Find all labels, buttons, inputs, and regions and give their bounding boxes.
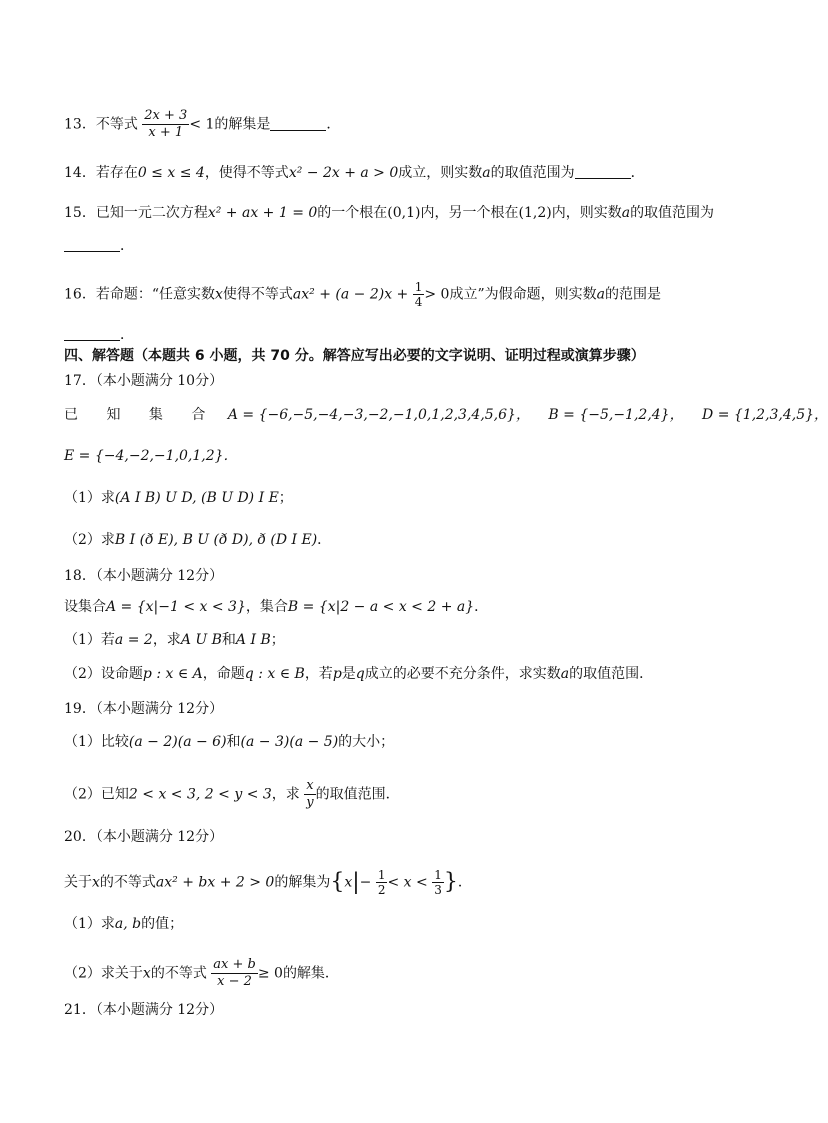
question-16 [64, 280, 661, 309]
math-variable: x [142, 965, 151, 982]
question-13 [64, 108, 340, 141]
set-b: B = {−5,−1,2,4}， [548, 407, 684, 423]
question-21-header: 21．（本小题满分 12分） [64, 1002, 224, 1018]
math-expression: a, b [114, 916, 142, 932]
question-18-part-1 [64, 630, 285, 650]
part-label: （1）若 [64, 632, 115, 648]
answer-blank[interactable] [270, 116, 326, 131]
math-expression: a = 2 [114, 632, 153, 648]
math-expression: (A I B) U D, (B U D) I E [114, 490, 279, 506]
punctuation: ． [120, 238, 134, 254]
math-variable: x [92, 874, 100, 891]
question-text: 成立，则实数 [398, 165, 483, 181]
punctuation: ． [317, 532, 332, 548]
fraction-numerator: 1 [377, 868, 386, 882]
part-label: （2）求 [64, 532, 115, 548]
fraction-denominator: y [306, 795, 314, 810]
question-20-part-1 [64, 914, 183, 934]
question-text: 若命题：“任意实数 [95, 286, 215, 303]
left-brace: { [330, 869, 345, 895]
question-number: 13． [64, 116, 96, 133]
question-text: ，集合 [245, 599, 288, 615]
math-variable: a [560, 666, 570, 682]
part-label: （2）设命题 [64, 666, 143, 682]
question-text: 内，则实数 [551, 205, 622, 221]
part-label: （1）比较 [64, 734, 129, 750]
question-text: ，命题 [202, 666, 245, 682]
math-variable: x [215, 286, 223, 303]
set-d: D = {1,2,3,4,5}， [702, 407, 828, 423]
math-variable: a [621, 205, 631, 221]
math-variable: q [355, 666, 365, 682]
math-expression: (0,1) [387, 205, 421, 221]
question-text: 成立”为假命题，则实数 [449, 286, 597, 303]
question-text: 的解集是 [214, 116, 271, 133]
part-label: （2）求关于 [64, 965, 143, 982]
math-expression: (a − 3)(a − 5) [240, 734, 339, 750]
question-text: 的不等式 [99, 874, 156, 891]
math-expression: 2 < x < 3, 2 < y < 3 [128, 786, 272, 803]
question-text: 的不等式 [150, 965, 207, 982]
fraction [304, 778, 315, 811]
question-text: 是 [341, 666, 356, 682]
punctuation: ． [326, 116, 341, 133]
fraction-numerator: 1 [434, 868, 442, 882]
question-18-part-2 [64, 664, 653, 684]
question-19-header: 19．（本小题满分 12分） [64, 701, 224, 717]
math-expression: x² + ax + 1 = 0 [207, 205, 318, 221]
fraction-denominator: x + 1 [148, 125, 184, 140]
fraction-numerator: x [304, 778, 315, 795]
part-label: （2）已知 [64, 786, 129, 803]
question-text: ，使得不等式 [204, 165, 289, 181]
math-expression: x² − 2x + a > 0 [288, 165, 399, 181]
question-text: 和 [221, 632, 236, 648]
question-17-part-2 [64, 530, 331, 550]
question-number: 14． [64, 165, 96, 181]
fraction-denominator: 4 [414, 295, 423, 309]
question-text: ，若 [304, 666, 333, 682]
question-text: 已 知 集 合 [64, 407, 218, 423]
math-variable: a [596, 286, 605, 303]
fraction [211, 957, 258, 990]
set-e: E = {−4,−2,−1,0,1,2}． [64, 448, 238, 464]
answer-blank[interactable] [64, 326, 120, 341]
punctuation: ； [278, 490, 293, 506]
math-expression: (1,2) [518, 205, 552, 221]
math-variable: p [332, 666, 342, 682]
punctuation: ． [457, 874, 472, 891]
question-text: 的取值范围为 [490, 165, 575, 181]
question-text: 设集合 [64, 599, 106, 615]
question-text: 若存在 [95, 165, 138, 181]
question-15 [64, 203, 714, 223]
math-expression: ≥ 0 [257, 965, 283, 982]
question-number: 16． [64, 286, 96, 303]
math-expression: B I (ð E), B U (ð D), ð (D I E) [114, 532, 318, 548]
math-expression: p : x ∈ A [142, 666, 203, 682]
punctuation: ； [270, 632, 285, 648]
fraction [376, 868, 388, 897]
question-text: 成立的必要不充分条件，求实数 [364, 666, 561, 682]
math-variable: x [344, 874, 353, 891]
fraction-numerator: 1 [414, 280, 423, 294]
question-text: 的解集． [282, 965, 339, 982]
question-text: 和 [226, 734, 241, 750]
fraction [413, 280, 425, 309]
question-17-part-1 [64, 488, 293, 508]
question-text: 的大小； [338, 734, 395, 750]
answer-blank[interactable] [64, 237, 120, 252]
question-text: 关于 [64, 874, 92, 891]
set-a: A = {x|−1 < x < 3} [106, 599, 246, 615]
question-19-part-2 [64, 778, 400, 811]
set-a: A = {−6,−5,−4,−3,−2,−1,0,1,2,3,4,5,6}， [227, 407, 530, 423]
question-number: 15． [64, 205, 96, 221]
fraction-denominator: 3 [434, 883, 442, 897]
punctuation: ． [120, 327, 134, 343]
question-15-answer-line [64, 236, 134, 256]
question-14 [64, 163, 645, 183]
fraction-denominator: 2 [377, 883, 386, 897]
question-18-statement [64, 597, 488, 617]
question-text: 已知一元二次方程 [95, 205, 208, 221]
question-text: 不等式 [95, 116, 138, 133]
math-expression: ax² + bx + 2 > 0 [155, 874, 275, 891]
fraction-denominator: x − 2 [217, 974, 252, 989]
question-text: ，求 [271, 786, 300, 803]
question-17-set-e [64, 446, 238, 466]
fraction-numerator: 2x + 3 [144, 108, 188, 123]
math-expression: A U B [180, 632, 222, 648]
question-18-header: 18．（本小题满分 12分） [64, 568, 224, 584]
question-19-part-1 [64, 732, 394, 752]
math-expression: 0 ≤ x ≤ 4 [137, 165, 205, 181]
math-expression: < x < [387, 874, 428, 891]
question-20-header: 20．（本小题满分 12分） [64, 829, 224, 845]
question-text: 的值； [141, 916, 184, 932]
question-text: 的范围是 [605, 286, 661, 303]
question-20-part-2 [64, 957, 339, 990]
punctuation: ． [630, 165, 645, 181]
question-text: 的取值范围． [569, 666, 654, 682]
section-heading: 四、解答题（本题共 6 小题，共 70 分。解答应写出必要的文字说明、证明过程或演算步骤） [64, 348, 645, 364]
question-text: 的解集为 [274, 874, 331, 891]
question-17-sets [64, 405, 828, 425]
math-expression: > 0 [424, 286, 450, 303]
question-20-statement [64, 868, 472, 897]
math-variable: a [482, 165, 491, 181]
math-expression: ax² + (a − 2)x + [292, 286, 409, 303]
question-text: 的取值范围． [315, 786, 400, 803]
set-b: B = {x|2 − a < x < 2 + a} [287, 599, 475, 615]
fraction [432, 868, 444, 897]
question-text: 的取值范围为 [630, 205, 715, 221]
question-17-header: 17．（本小题满分 10分） [64, 373, 224, 389]
math-expression: < 1 [189, 116, 215, 133]
question-16-answer-line [64, 325, 134, 345]
part-label: （1）求 [64, 916, 115, 932]
question-text: ，求 [152, 632, 181, 648]
fraction-numerator: ax + b [213, 957, 256, 972]
math-expression: (a − 2)(a − 6) [128, 734, 227, 750]
question-text: 的一个根在 [317, 205, 388, 221]
punctuation: ． [474, 599, 489, 615]
set-divider: | [352, 869, 360, 895]
math-expression: q : x ∈ B [244, 666, 305, 682]
answer-blank[interactable] [575, 164, 631, 179]
question-text: 使得不等式 [222, 286, 293, 303]
math-expression: A I B [235, 632, 271, 648]
part-label: （1）求 [64, 490, 115, 506]
fraction [142, 108, 189, 141]
math-expression: − [359, 874, 372, 891]
right-brace: } [443, 869, 458, 895]
question-text: 内，另一个根在 [420, 205, 519, 221]
